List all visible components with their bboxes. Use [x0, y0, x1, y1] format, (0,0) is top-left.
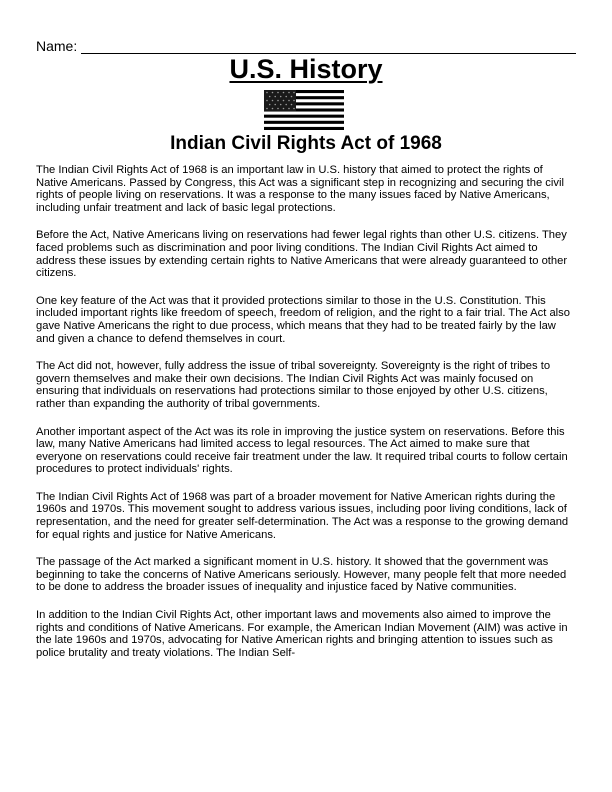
article-body [36, 164, 576, 674]
paragraph: One key feature of the Act was that it provided protections similar to those in the U.S. Constitution. This included important rights like freedom of speech, freedom of religion, and the right to a fair trial. The Act also gave Native Americans the right to due process, which means that they had to be treated fairly by the law and given a chance to defend themselves in court. [36, 294, 570, 345]
page-title: U.S. History [229, 54, 383, 84]
name-label: Name: [36, 38, 78, 54]
paragraph: In addition to the Indian Civil Rights Act, other important laws and movements also aimed to improve the rights and conditions of Native Americans. For example, the American Indian Movement (AIM) was active in the late 1960s and 1970s, advocating for Native American rights and bringing attention to issues such as police brutality and treaty violations. The Indian Self- [36, 609, 568, 659]
name-blank-line [81, 39, 576, 54]
paragraph: Before the Act, Native Americans living on reservations had fewer legal rights than other U.S. citizens. They faced problems such as discrimination and poor living conditions. The Indian Civil Rights Act aimed to address these issues by extending certain rights to Native Americans that were already guaranteed to other citizens. [36, 229, 568, 280]
paragraph: The Act did not, however, fully address the issue of tribal sovereignty. Sovereignty is the right of tribes to govern themselves and make their own decisions. The Indian Civil Rights Act was mainly focused on ensuring that individuals on reservations had protections similar to those enjoyed by other U.S. citizens, rather than expanding the authority of tribal governments. [36, 360, 551, 410]
us-flag-icon [264, 90, 344, 130]
paragraph: The passage of the Act marked a significant moment in U.S. history. It showed that the government was beginning to take the concerns of Native Americans seriously. However, many people felt that more needed to be done to address the broader issues of inequality and injustice faced by Native communities. [36, 556, 567, 594]
paragraph: The Indian Civil Rights Act of 1968 was part of a broader movement for Native American rights during the 1960s and 1970s. This movement sought to address various issues, including poor living conditions, lack of representation, and the need for greater self-determination. The Act was a response to the growing demand for equal rights and justice for Native Americans. [36, 490, 569, 541]
paragraph: The Indian Civil Rights Act of 1968 is an important law in U.S. history that aimed to protect the rights of Native Americans. Passed by Congress, this Act was a significant step in recognizing and securing the civil rights of people living on reservations. It was a response to the many issues faced by Native Americans, including unfair treatment and lack of basic legal protections. [36, 164, 564, 214]
article-heading: Indian Civil Rights Act of 1968 [170, 133, 442, 154]
page-title-wrapper [0, 54, 612, 84]
name-row [36, 36, 576, 54]
paragraph: Another important aspect of the Act was its role in improving the justice system on reservations. Before this law, many Native Americans had limited access to legal resources. The Act aimed to make sure that everyone on reservations could receive fair treatment under the law. It required tribal courts to follow certain procedures to protect individuals' rights. [36, 425, 568, 476]
